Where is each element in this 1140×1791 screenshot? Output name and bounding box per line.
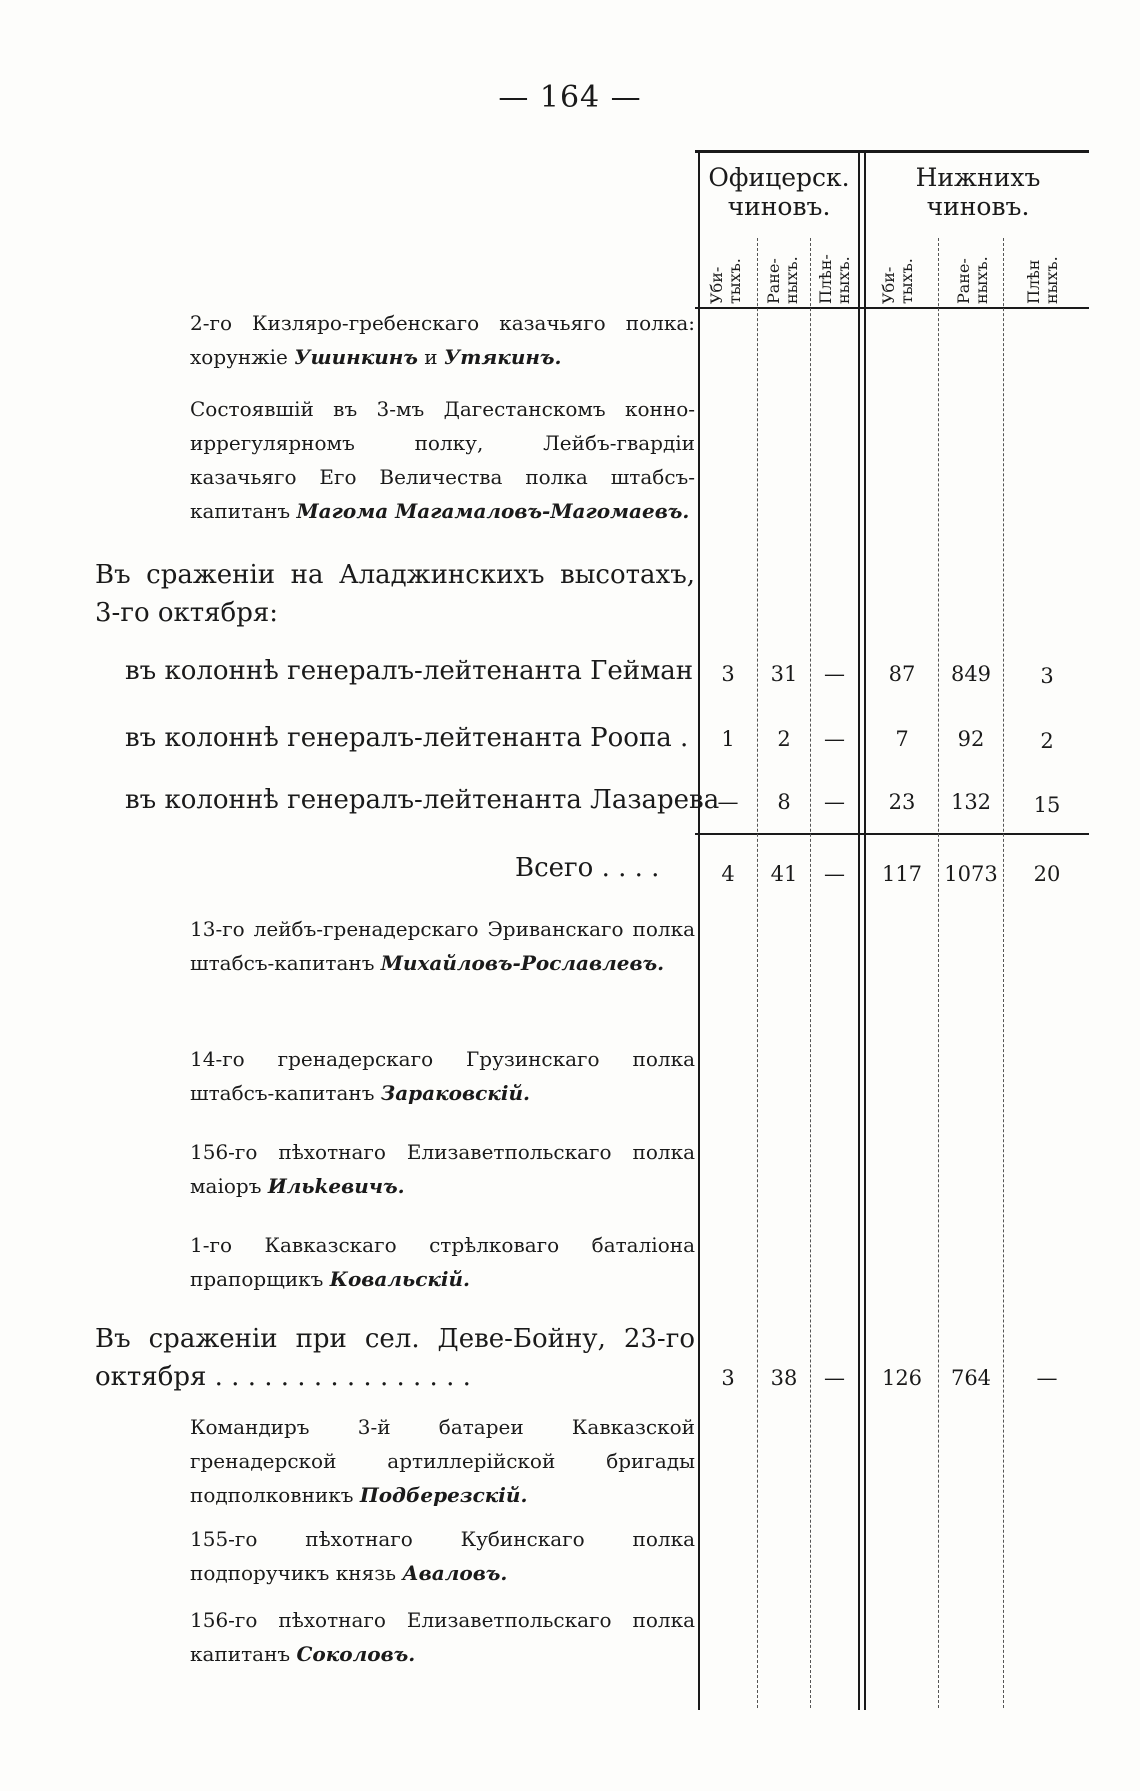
cell: 1	[721, 727, 735, 751]
col-header-lower-wounded: Ране- ныхъ.	[954, 256, 991, 304]
cell: 3	[721, 1366, 735, 1390]
entry-dagestan	[190, 392, 695, 528]
person-name: Ильkевичъ.	[267, 1174, 405, 1198]
cell: 20	[1033, 862, 1061, 886]
entry-kubin	[190, 1522, 695, 1590]
col-divider	[810, 238, 811, 1708]
person-name: Магома Магамаловъ-Магомаевъ.	[296, 499, 690, 523]
row-label-geiman: въ колоннѣ генералъ-лейтенанта Гейман	[125, 656, 694, 686]
entry-battery	[190, 1410, 695, 1512]
entry-text: 156-го пѣхотнаго Елизаветпольскаго полка маіоръ	[190, 1140, 695, 1198]
heading-deve-boinu: Въ сраженіи при сел. Деве-Бойну, 23-го октября . . . . . . . . . . . . . . . .	[95, 1324, 695, 1392]
entry-text: 2-го Кизляро-гребенскаго казачьяго полка: хорунжіе	[190, 311, 695, 369]
cell: 849	[950, 662, 992, 686]
cell: —	[1036, 1366, 1058, 1390]
person-name: Михайловъ-Рославлевъ.	[380, 951, 665, 975]
col-divider	[938, 238, 939, 1708]
entry-text: 1-го Кавказскаго стрѣлковаго баталіона прапорщикъ	[190, 1233, 695, 1291]
group-divider-rule-2	[864, 150, 866, 1710]
col-header-officers-wounded: Ране- ныхъ.	[764, 256, 801, 304]
cell: —	[824, 662, 845, 686]
cell: 31	[770, 662, 798, 686]
cell: 3	[721, 662, 735, 686]
col-header-officers-captured: Плѣн- ныхъ.	[816, 254, 853, 304]
entry-erivan	[190, 912, 695, 980]
entry-elizavetpol-2	[190, 1603, 695, 1671]
cell: 132	[950, 790, 992, 814]
table-top-rule	[695, 150, 1089, 153]
cell: 4	[721, 862, 735, 886]
conjunction: и	[424, 345, 438, 369]
person-name: Ушинкинъ	[294, 345, 418, 369]
cell: 126	[881, 1366, 923, 1390]
entry-kavkaz-rifle	[190, 1228, 695, 1296]
entry-text: 13-го лейбъ-гренадерскаго Эриванскаго полка штабсъ-капитанъ	[190, 917, 695, 975]
cell: 15	[1033, 793, 1061, 817]
entry-elizavetpol-1	[190, 1135, 695, 1203]
entry-text: Состоявшій въ 3-мъ Дагестанскомъ конно-иррегулярномъ полку, Лейбъ-гвардіи казачьяго Его Величества полка штабсъ-капитанъ	[190, 397, 695, 523]
entry-text: 14-го гренадерскаго Грузинскаго полка штабсъ-капитанъ	[190, 1047, 695, 1105]
person-name: Соколовъ.	[296, 1642, 416, 1666]
officers-group-subtitle: чиновъ.	[727, 192, 831, 221]
row-label-lazarev: въ колоннѣ генералъ-лейтенанта Лазарева	[125, 785, 720, 815]
entry-text: 156-го пѣхотнаго Елизаветпольскаго полка капитанъ	[190, 1608, 695, 1666]
entry-gruzin	[190, 1042, 695, 1110]
col-divider	[757, 238, 758, 1708]
cell: —	[824, 1366, 845, 1390]
cell: 2	[1040, 729, 1054, 753]
col-header-officers-killed: Уби- тыхъ.	[707, 258, 744, 304]
table-left-rule	[698, 150, 700, 1710]
cell: —	[824, 790, 845, 814]
cell: —	[824, 862, 845, 886]
lower-ranks-group-title: Нижнихъ	[915, 163, 1041, 192]
cell: —	[824, 727, 845, 751]
lower-ranks-group-header	[868, 163, 1088, 221]
cell: 41	[770, 862, 798, 886]
row-label-roop: въ колоннѣ генералъ-лейтенанта Роопа .	[125, 723, 689, 753]
cell: 7	[895, 727, 909, 751]
officers-group-title: Офицерск.	[708, 163, 850, 192]
cell: 2	[777, 727, 791, 751]
entry-kizlyar	[190, 306, 695, 374]
group-divider-rule	[858, 150, 860, 1710]
cell: 23	[888, 790, 916, 814]
total-rule	[695, 833, 1089, 835]
entry-text: 155-го пѣхотнаго Кубинскаго полка подпоручикъ князь	[190, 1527, 695, 1585]
person-name: Утякинъ.	[444, 345, 562, 369]
col-header-lower-killed: Уби- тыхъ.	[879, 258, 916, 304]
person-name: Зараковскій.	[380, 1081, 530, 1105]
cell: 8	[777, 790, 791, 814]
officers-group-header	[702, 163, 856, 221]
col-header-lower-captured: Плѣн ныхъ.	[1024, 256, 1061, 304]
cell: 1073	[944, 862, 998, 886]
cell: 3	[1040, 664, 1054, 688]
cell: 92	[957, 727, 985, 751]
lower-ranks-group-subtitle: чиновъ.	[926, 192, 1030, 221]
cell: 117	[881, 862, 923, 886]
header-bottom-rule	[695, 307, 1089, 309]
cell: 764	[950, 1366, 992, 1390]
person-name: Аваловъ.	[402, 1561, 508, 1585]
heading-aladzha: Въ сраженіи на Аладжинскихъ высотахъ, 3-го октября:	[95, 560, 695, 628]
cell: 87	[888, 662, 916, 686]
entry-text: Командиръ 3-й батареи Кавказской гренадерской артиллерійской бригады подполковникъ	[190, 1415, 695, 1507]
col-divider	[1003, 238, 1004, 1708]
person-name: Ковальскій.	[329, 1267, 471, 1291]
person-name: Подберезскій.	[359, 1483, 528, 1507]
total-label: Всего . . . .	[515, 853, 660, 883]
cell: 38	[770, 1366, 798, 1390]
page-number: — 164 —	[498, 80, 642, 115]
cell: —	[717, 790, 739, 814]
